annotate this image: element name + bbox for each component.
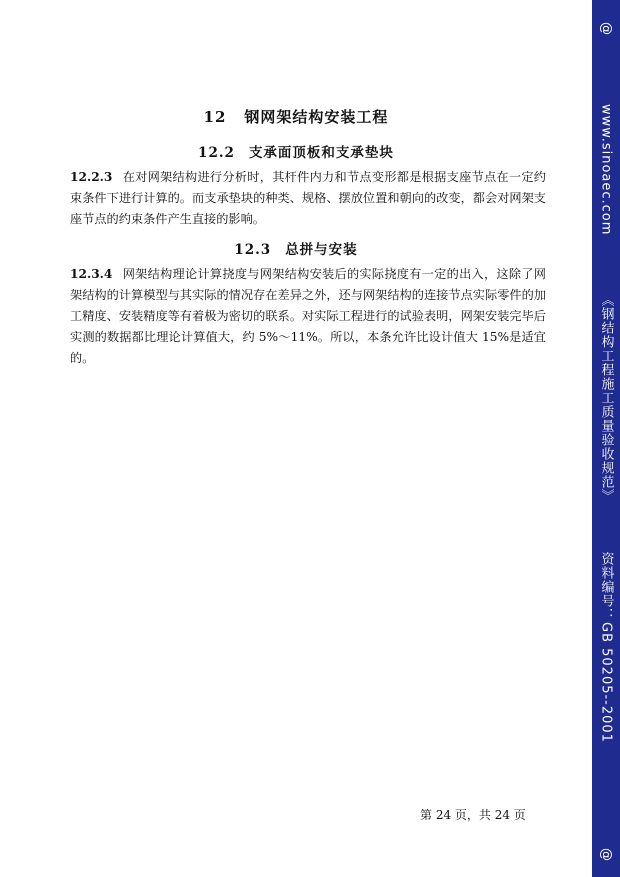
clause-text: 在对网架结构进行分析时，其杆件内力和节点变形都是根据支座节点在一定约束条件下进行计算的。而支承垫块的种类、规格、摆放位置和朝向的改变，都会对网架支座节点的约束条件产生直接的影响。 [70,170,546,226]
document-code: 资料编号：GB 50205--2001 [598,552,614,743]
at-sign-mark-top: @ [598,22,614,35]
clause-text: 网架结构理论计算挠度与网架结构安装后的实际挠度有一定的出入，这除了网架结构的计算模型与其实际的情况存在差异之外，还与网架结构的连接节点实际零件的加工精度、安装精度等有着极为密切的联系。对实际工程进行的试验表明，网架安装完毕后实测的数据都比理论计算值大，约 5%～11%。所以，本条允许比设计值大 15%是适宜的。 [70,267,546,365]
chapter-heading [0,106,592,127]
page-number: 第 24 页，共 24 页 [420,808,526,822]
at-sign-mark-bottom: @ [598,848,614,861]
website-link[interactable]: www.sinoaec.com [598,104,614,236]
chapter-number: 12 [203,108,227,126]
section-number: 12.3 [234,242,272,258]
clause-paragraph [70,167,546,230]
clause-paragraph [70,264,546,369]
section-heading [0,141,592,161]
section-heading [0,238,592,258]
section-title: 总拼与安装 [285,242,358,258]
section-number: 12.2 [198,145,235,161]
section-title: 支承面顶板和支承垫块 [248,145,394,161]
clause-code: 12.2.3 [70,170,113,184]
sidebar-banner [592,0,620,877]
book-title: 《钢结构工程施工质量验收规范》 [598,293,614,503]
chapter-title: 钢网架结构安装工程 [244,108,389,126]
clause-code: 12.3.4 [70,267,113,281]
